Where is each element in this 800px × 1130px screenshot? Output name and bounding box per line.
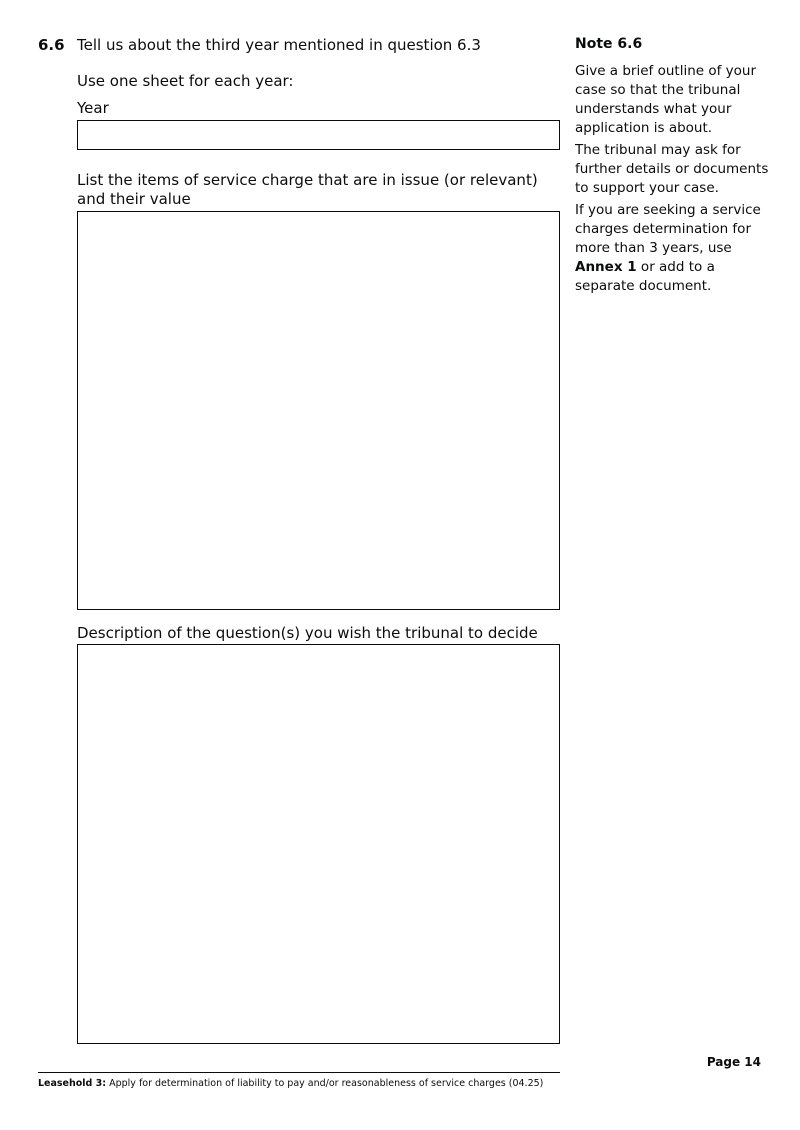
- footer-divider: [38, 1072, 560, 1073]
- service-charge-items-textarea[interactable]: [77, 211, 560, 610]
- service-charge-items-label: List the items of service charge that are in issue (or relevant) and their value: [77, 171, 538, 208]
- question-description-label: Description of the question(s) you wish the tribunal to decide: [77, 624, 538, 642]
- note-paragraph-1: Give a brief outline of your case so that the tribunal understands what your application is about.: [575, 63, 757, 136]
- footer-form-code: Leasehold 3:: [38, 1078, 107, 1089]
- question-number: 6.6: [38, 36, 65, 54]
- footer-form-reference: [38, 1078, 543, 1089]
- question-instruction: Use one sheet for each year:: [77, 72, 294, 90]
- footer-form-title: Apply for determination of liability to pay and/or reasonableness of service charges (04.25): [106, 1078, 544, 1089]
- note-paragraph-3: [575, 201, 775, 296]
- note-paragraph-2: The tribunal may ask for further details or documents to support your case.: [575, 142, 769, 196]
- note-title: Note 6.6: [575, 36, 643, 52]
- note-paragraph-3-after: or add to a separate document.: [575, 259, 715, 294]
- year-label: Year: [77, 99, 109, 117]
- page-number: Page 14: [706, 1055, 761, 1069]
- year-input[interactable]: [77, 120, 560, 150]
- question-title: Tell us about the third year mentioned in question 6.3: [77, 36, 481, 54]
- question-description-textarea[interactable]: [77, 644, 560, 1044]
- note-paragraph-3-before: If you are seeking a service charges determination for more than 3 years, use: [575, 202, 761, 256]
- annex-reference: Annex 1: [575, 259, 637, 275]
